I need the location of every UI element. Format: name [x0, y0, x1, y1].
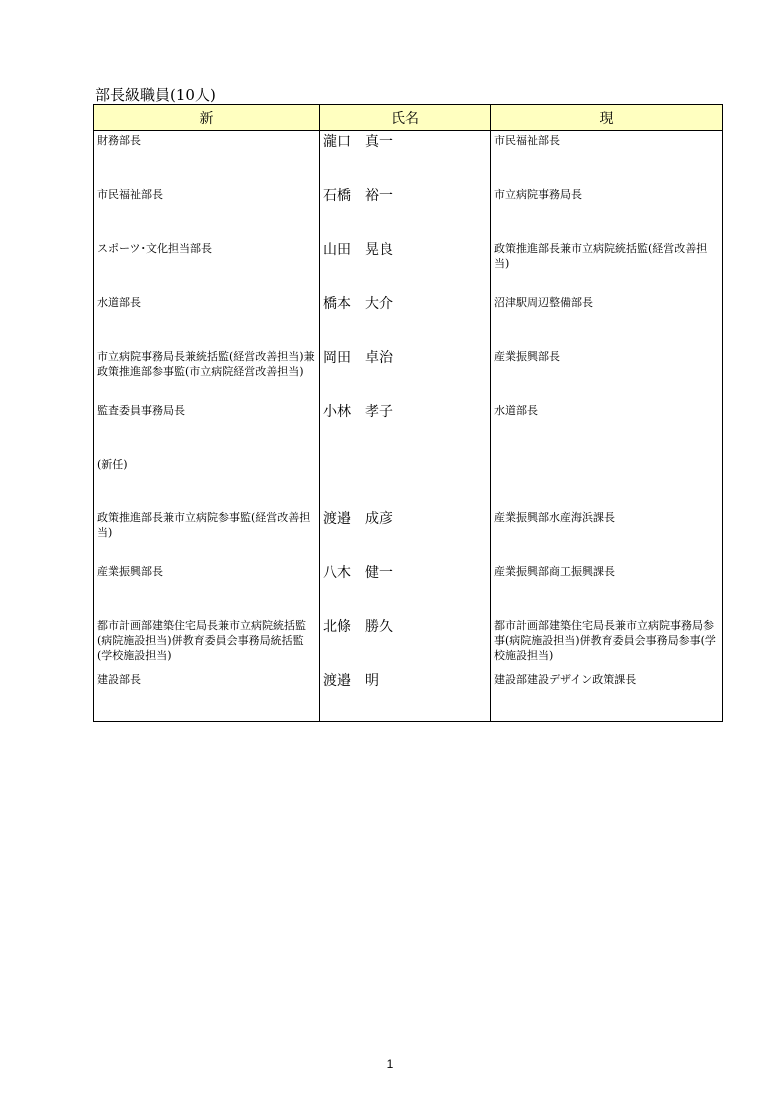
current-position-cell: 沼津駅周辺整備部長 [491, 293, 723, 347]
new-position-cell: 産業振興部長 [94, 562, 320, 616]
header-name: 氏名 [320, 105, 491, 131]
table-note-row [94, 455, 723, 508]
page-number: 1 [386, 1057, 394, 1071]
current-position-cell: 産業振興部長 [491, 347, 723, 401]
name-cell: 山田 晃良 [320, 239, 491, 293]
table-row [94, 185, 723, 239]
current-position-cell: 都市計画部建築住宅局長兼市立病院事務局参事(病院施設担当)併教育委員会事務局参事(学校施設担当) [491, 616, 723, 670]
current-position-cell: 市民福祉部長 [491, 131, 723, 186]
current-position-cell: 建設部建設デザイン政策課長 [491, 670, 723, 722]
table-row [94, 131, 723, 186]
table-row [94, 347, 723, 401]
new-position-cell: 監査委員事務局長 [94, 401, 320, 455]
table-header-row [94, 105, 723, 131]
name-cell: 北條 勝久 [320, 616, 491, 670]
name-cell: 岡田 卓治 [320, 347, 491, 401]
new-position-cell: 水道部長 [94, 293, 320, 347]
name-cell: 瀧口 真一 [320, 131, 491, 186]
name-cell: 渡邉 成彦 [320, 508, 491, 562]
empty-cell [491, 455, 723, 508]
table-row [94, 562, 723, 616]
name-cell: 八木 健一 [320, 562, 491, 616]
personnel-table [93, 104, 723, 722]
table-row [94, 239, 723, 293]
header-new-position: 新 [94, 105, 320, 131]
table-row [94, 670, 723, 722]
table-row [94, 508, 723, 562]
table-row [94, 401, 723, 455]
new-position-cell: 建設部長 [94, 670, 320, 722]
current-position-cell: 産業振興部水産海浜課長 [491, 508, 723, 562]
table-row [94, 616, 723, 670]
section-title: 部長級職員(10人) [95, 86, 216, 104]
current-position-cell: 水道部長 [491, 401, 723, 455]
header-current-position: 現 [491, 105, 723, 131]
new-position-cell: 財務部長 [94, 131, 320, 186]
name-cell: 小林 孝子 [320, 401, 491, 455]
table-row [94, 293, 723, 347]
current-position-cell: 政策推進部長兼市立病院統括監(経営改善担当) [491, 239, 723, 293]
current-position-cell: 産業振興部商工振興課長 [491, 562, 723, 616]
new-position-cell: スポーツ･文化担当部長 [94, 239, 320, 293]
new-position-cell: 市立病院事務局長兼統括監(経営改善担当)兼政策推進部参事監(市立病院経営改善担当) [94, 347, 320, 401]
current-position-cell: 市立病院事務局長 [491, 185, 723, 239]
name-cell: 橋本 大介 [320, 293, 491, 347]
name-cell: 渡邉 明 [320, 670, 491, 722]
new-position-cell: 都市計画部建築住宅局長兼市立病院統括監(病院施設担当)併教育委員会事務局統括監(学校施設担当) [94, 616, 320, 670]
new-position-cell: 政策推進部長兼市立病院参事監(経営改善担当) [94, 508, 320, 562]
new-appointment-note: (新任) [94, 455, 320, 508]
name-cell: 石橋 裕一 [320, 185, 491, 239]
new-position-cell: 市民福祉部長 [94, 185, 320, 239]
empty-cell [320, 455, 491, 508]
